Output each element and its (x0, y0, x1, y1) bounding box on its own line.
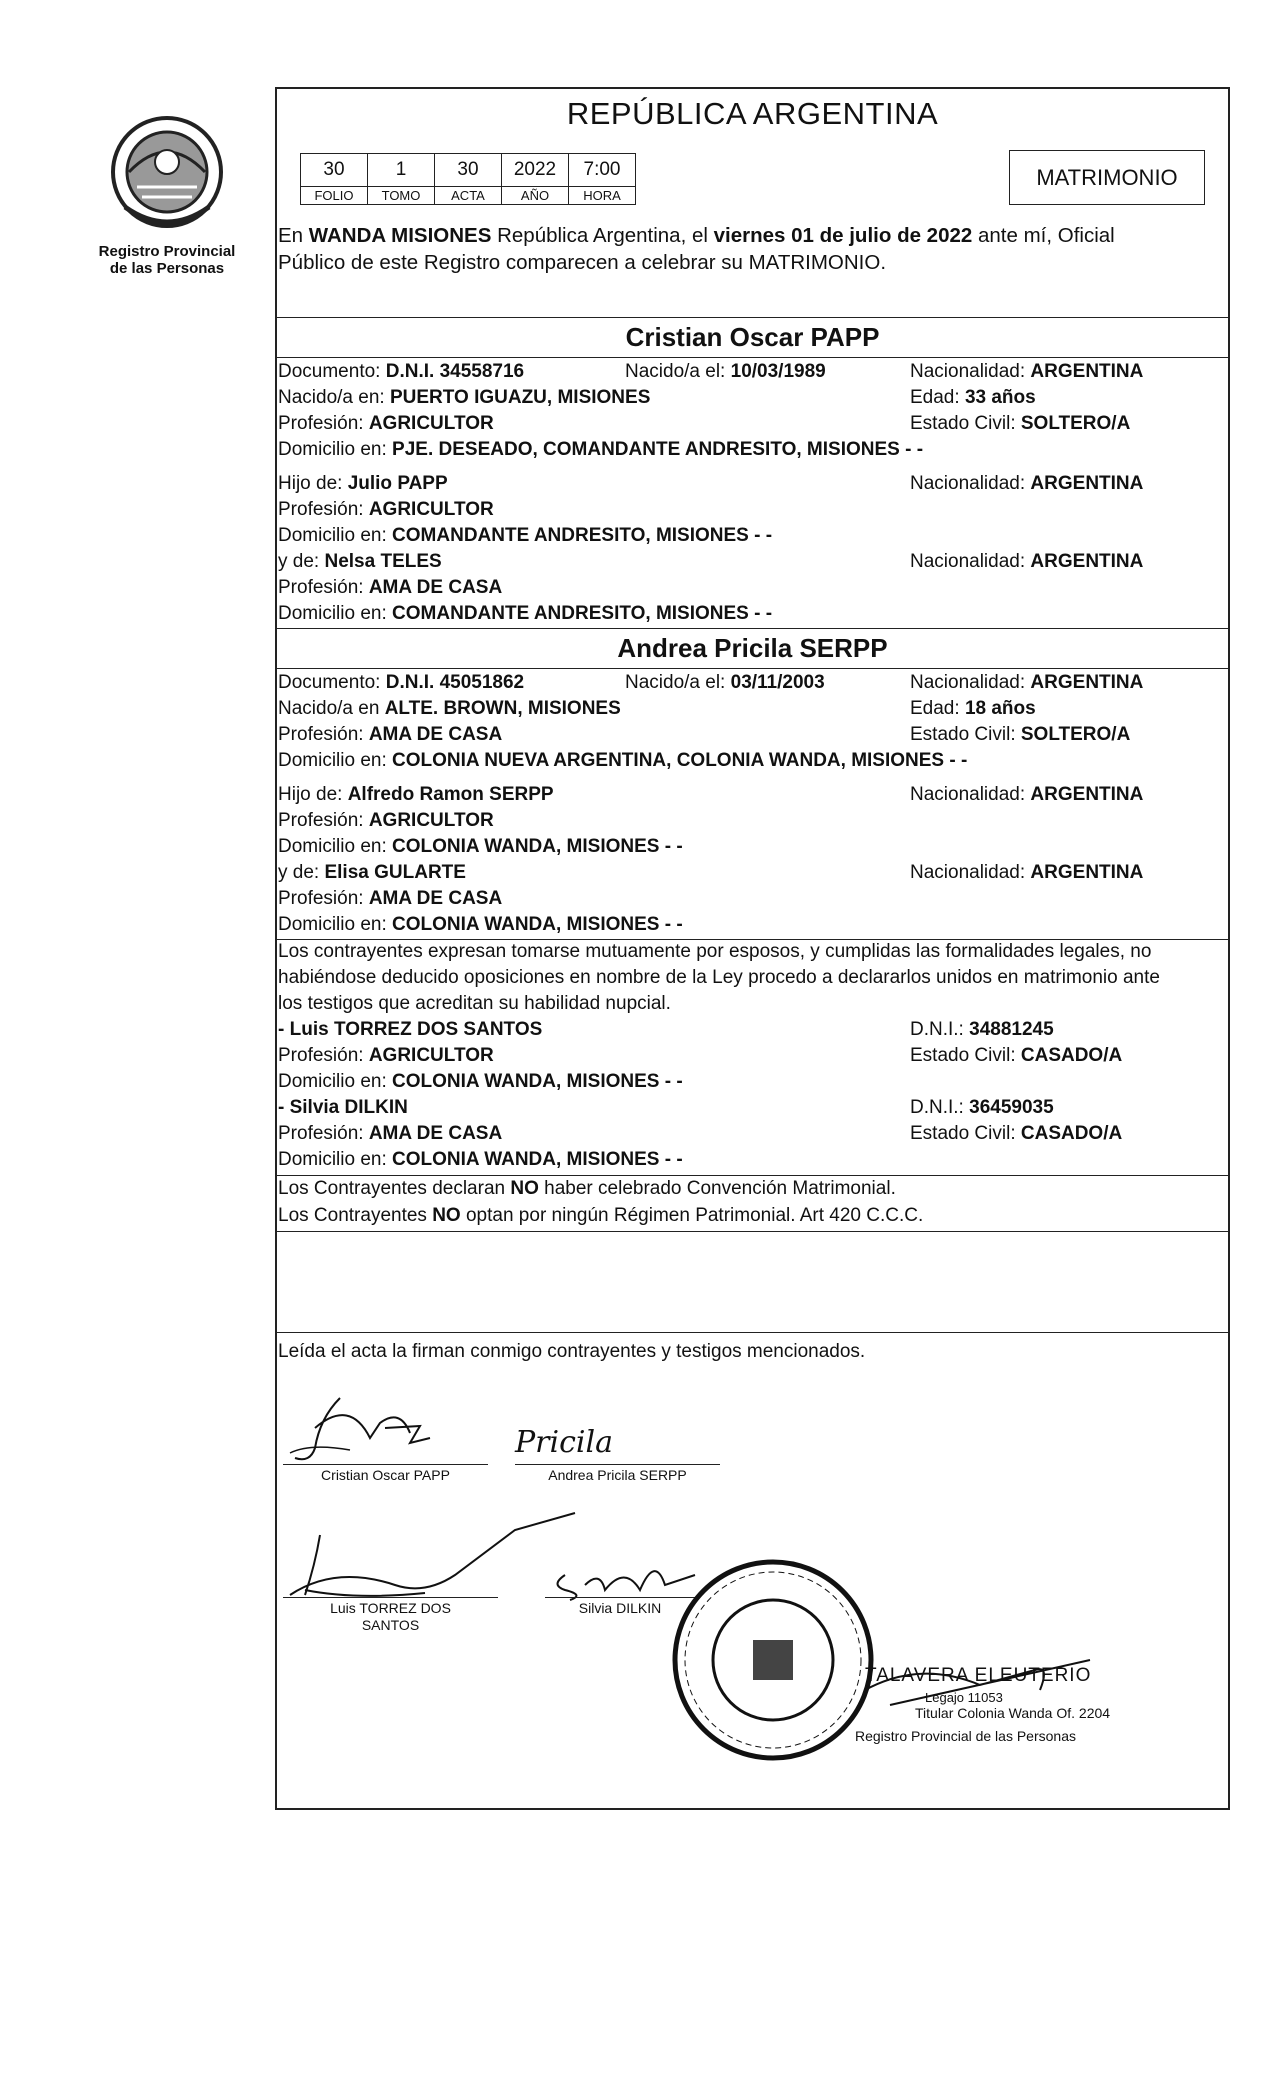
divider (275, 939, 1230, 940)
document-title: REPÚBLICA ARGENTINA (566, 96, 939, 131)
label: D.N.I.: (910, 1019, 970, 1040)
spouse2-born (625, 672, 825, 694)
logo-caption-line1: Registro Provincial (98, 243, 236, 260)
spouse1-nat (910, 361, 1143, 383)
intro-place: WANDA MISIONES (308, 224, 492, 247)
closing-text: Leída el acta la firman conmigo contrayentes y testigos mencionados. (278, 1341, 866, 1362)
spouse1-civil-value: SOLTERO/A (1020, 413, 1131, 434)
label: Domicilio en: (278, 603, 393, 624)
spouse2-age (910, 698, 1036, 720)
text: optan por ningún Régimen Patrimonial. Art 420 C.C.C. (460, 1205, 924, 1226)
folio-value: 30 (301, 154, 368, 187)
spouse1-father-nat (910, 473, 1143, 495)
label: Domicilio en: (278, 525, 393, 546)
witness2-civil (910, 1123, 1122, 1145)
acta-value: 30 (435, 154, 502, 187)
spouse1-dni: D.N.I. 34558716 (385, 361, 525, 382)
spouse2-father-home-value: COLONIA WANDA, MISIONES - - (392, 836, 683, 857)
spouse2-mother-home-value: COLONIA WANDA, MISIONES - - (392, 914, 683, 935)
spouse1-civil (910, 413, 1130, 435)
spouse1-job-value: AGRICULTOR (368, 413, 494, 434)
label: y de: (278, 862, 325, 883)
divider (275, 317, 1230, 318)
intro-line2: Público de este Registro comparecen a celebrar su MATRIMONIO. (278, 251, 887, 274)
spouse2-birthplace (278, 698, 621, 720)
sig3-label-line1: Luis TORREZ DOS (330, 1600, 451, 1616)
label: Nacionalidad: (910, 672, 1031, 693)
spouse2-father-home (278, 836, 683, 858)
spouse2-civil (910, 724, 1130, 746)
spouse2-job (278, 724, 502, 746)
spouse2-home (278, 750, 967, 772)
spouse1-birthplace-value: PUERTO IGUAZU, MISIONES (389, 387, 651, 408)
spouse1-born (625, 361, 826, 383)
spouse1-name: Cristian Oscar PAPP (625, 322, 880, 352)
witness1-job (278, 1045, 494, 1067)
official-stamp (668, 1555, 878, 1765)
spouse1-father-nationality: ARGENTINA (1030, 473, 1144, 494)
witness1-home-value: COLONIA WANDA, MISIONES - - (392, 1071, 683, 1092)
sig3-line (283, 1597, 498, 1598)
label: Domicilio en: (278, 439, 393, 460)
spouse1-father (278, 473, 448, 495)
spouse1-home-value: PJE. DESEADO, COMANDANTE ANDRESITO, MISIONES - - (392, 439, 924, 460)
spouse1-home (278, 439, 923, 461)
spouse2-father-nat (910, 784, 1143, 806)
signature-cristian (280, 1388, 500, 1468)
spouse2-mother-nat (910, 862, 1143, 884)
spouse2-father-job (278, 810, 494, 832)
acta-label: ACTA (435, 187, 502, 205)
label: Domicilio en: (278, 836, 393, 857)
intro-date: viernes 01 de julio de 2022 (713, 224, 973, 247)
spouse2-home-value: COLONIA NUEVA ARGENTINA, COLONIA WANDA, MISIONES - - (392, 750, 968, 771)
label: Domicilio en: (278, 750, 393, 771)
signature-officer (860, 1650, 1120, 1720)
year-value: 2022 (502, 154, 569, 187)
label: Profesión: (278, 810, 369, 831)
spouse2-civil-value: SOLTERO/A (1020, 724, 1131, 745)
intro-text-1: En (278, 224, 309, 247)
label: Profesión: (278, 1123, 369, 1144)
record-type-box: MATRIMONIO (1009, 150, 1205, 205)
tomo-value: 1 (368, 154, 435, 187)
declaration-line2: habiéndose deducido oposiciones en nombre de la Ley procedo a declararlos unidos en matrimonio ante (278, 967, 1160, 988)
label: Edad: (910, 387, 965, 408)
witness2-civil-value: CASADO/A (1020, 1123, 1123, 1144)
label: Profesión: (278, 413, 369, 434)
label: Nacido/a en: (278, 387, 390, 408)
witness2-dni-value: 36459035 (969, 1097, 1054, 1118)
spouse1-father-home-value: COMANDANTE ANDRESITO, MISIONES - - (392, 525, 773, 546)
label: Nacionalidad: (910, 473, 1031, 494)
label: Edad: (910, 698, 965, 719)
witness1-civil-value: CASADO/A (1020, 1045, 1123, 1066)
hour-value: 7:00 (569, 154, 636, 187)
label: Domicilio en: (278, 1149, 393, 1170)
witness1-home (278, 1071, 683, 1093)
spouse1-mother-home-value: COMANDANTE ANDRESITO, MISIONES - - (392, 603, 773, 624)
officer-name: TALAVERA ELEUTERIO (865, 1665, 1092, 1686)
spouse1-mother (278, 551, 442, 573)
spouse2-birthdate: 03/11/2003 (730, 672, 825, 693)
intro-text-3: ante mí, Oficial (972, 224, 1115, 247)
spouse1-mother-nationality: ARGENTINA (1030, 551, 1144, 572)
sig3-label (283, 1600, 498, 1634)
hour-label: HORA (569, 187, 636, 205)
sig1-label: Cristian Oscar PAPP (321, 1467, 450, 1483)
label: Documento: (278, 361, 386, 382)
spouse2-mother (278, 862, 466, 884)
sig4-label: Silvia DILKIN (578, 1600, 662, 1616)
spouse1-father-job (278, 499, 494, 521)
label: Nacido/a el: (625, 361, 731, 382)
record-meta-table (300, 153, 636, 205)
divider (275, 357, 1230, 358)
spouse2-age-value: 18 años (964, 698, 1036, 719)
sig2-line (515, 1464, 720, 1465)
label: Nacionalidad: (910, 361, 1031, 382)
text: Los Contrayentes (278, 1205, 433, 1226)
label: y de: (278, 551, 325, 572)
officer-title: Titular Colonia Wanda Of. 2204 (915, 1705, 1111, 1721)
spouse1-nationality: ARGENTINA (1030, 361, 1144, 382)
spouse1-mother-home (278, 603, 772, 625)
spouse2-nationality: ARGENTINA (1030, 672, 1144, 693)
intro-text-2: República Argentina, el (491, 224, 714, 247)
spouse1-job (278, 413, 494, 435)
year-label: AÑO (502, 187, 569, 205)
spouse2-name: Andrea Pricila SERPP (617, 633, 888, 663)
spouse1-mother-job (278, 577, 502, 599)
divider (275, 1332, 1230, 1333)
witness2-job (278, 1123, 502, 1145)
emphasis: NO (432, 1205, 461, 1226)
spouse1-mother-job-value: AMA DE CASA (368, 577, 503, 598)
label: Profesión: (278, 724, 369, 745)
registry-logo (92, 112, 242, 277)
label: Estado Civil: (910, 724, 1021, 745)
label: Hijo de: (278, 784, 348, 805)
logo-caption-line2: de las Personas (109, 260, 225, 277)
spouse2-doc (278, 672, 524, 694)
witness2-name: - Silvia DILKIN (278, 1097, 408, 1118)
label: Nacionalidad: (910, 784, 1031, 805)
regime-line2 (278, 1205, 923, 1227)
spouse2-mother-job-value: AMA DE CASA (368, 888, 503, 909)
declaration-line1: Los contrayentes expresan tomarse mutuamente por esposos, y cumplidas las formalidades legales, no (278, 941, 1152, 962)
spouse2-mother-name: Elisa GULARTE (324, 862, 466, 883)
label: Profesión: (278, 499, 369, 520)
spouse2-mother-nationality: ARGENTINA (1030, 862, 1144, 883)
spouse2-mother-home (278, 914, 683, 936)
spouse2-dni: D.N.I. 45051862 (385, 672, 525, 693)
text: haber celebrado Convención Matrimonial. (538, 1178, 896, 1199)
spouse2-mother-job (278, 888, 502, 910)
spouse2-father-nationality: ARGENTINA (1030, 784, 1144, 805)
spouse2-father-name: Alfredo Ramon SERPP (347, 784, 554, 805)
label: Nacido/a en (278, 698, 385, 719)
folio-label: FOLIO (301, 187, 368, 205)
spouse1-father-home (278, 525, 772, 547)
witness2-job-value: AMA DE CASA (368, 1123, 503, 1144)
divider (275, 1175, 1230, 1176)
label: Nacido/a el: (625, 672, 731, 693)
spouse2-father-job-value: AGRICULTOR (368, 810, 494, 831)
divider (275, 628, 1230, 629)
label: Estado Civil: (910, 1045, 1021, 1066)
spouse1-doc (278, 361, 524, 383)
witness2-home (278, 1149, 683, 1171)
label: Nacionalidad: (910, 551, 1031, 572)
label: Estado Civil: (910, 413, 1021, 434)
label: Profesión: (278, 577, 369, 598)
sig1-line (283, 1464, 488, 1465)
witness1-dni (910, 1019, 1054, 1041)
label: D.N.I.: (910, 1097, 970, 1118)
declaration-line3: los testigos que acreditan su habilidad nupcial. (278, 993, 671, 1014)
sig2-label: Andrea Pricila SERPP (548, 1467, 687, 1483)
witness1-civil (910, 1045, 1122, 1067)
divider (275, 668, 1230, 669)
intro-paragraph (278, 222, 1228, 276)
spouse1-age (910, 387, 1036, 409)
signature-andrea: Pricila (515, 1425, 613, 1460)
witness2-dni (910, 1097, 1054, 1119)
spouse1-birthdate: 10/03/1989 (730, 361, 826, 382)
spouse1-father-job-value: AGRICULTOR (368, 499, 494, 520)
label: Documento: (278, 672, 386, 693)
witness1-dni-value: 34881245 (969, 1019, 1054, 1040)
label: Profesión: (278, 888, 369, 909)
officer-legajo: Legajo 11053 (925, 1690, 1003, 1705)
witness1-job-value: AGRICULTOR (368, 1045, 494, 1066)
spouse2-birthplace-value: ALTE. BROWN, MISIONES (384, 698, 621, 719)
emphasis: NO (510, 1178, 539, 1199)
witness2-home-value: COLONIA WANDA, MISIONES - - (392, 1149, 683, 1170)
label: Profesión: (278, 1045, 369, 1066)
misiones-seal-icon (107, 112, 227, 232)
spouse1-age-value: 33 años (964, 387, 1036, 408)
text: Los Contrayentes declaran (278, 1178, 511, 1199)
label: Estado Civil: (910, 1123, 1021, 1144)
divider (275, 1231, 1230, 1232)
regime-line1 (278, 1178, 896, 1200)
sig3-label-line2: SANTOS (361, 1617, 420, 1633)
label: Domicilio en: (278, 1071, 393, 1092)
tomo-label: TOMO (368, 187, 435, 205)
label: Nacionalidad: (910, 862, 1031, 883)
witness1-name: - Luis TORREZ DOS SANTOS (278, 1019, 543, 1040)
spouse2-nat (910, 672, 1143, 694)
spouse2-father (278, 784, 554, 806)
spouse1-birthplace (278, 387, 650, 409)
officer-registry: Registro Provincial de las Personas (855, 1728, 1076, 1744)
spouse1-mother-name: Nelsa TELES (324, 551, 442, 572)
spouse1-father-name: Julio PAPP (347, 473, 448, 494)
spouse1-mother-nat (910, 551, 1143, 573)
spouse2-job-value: AMA DE CASA (368, 724, 503, 745)
label: Hijo de: (278, 473, 348, 494)
label: Domicilio en: (278, 914, 393, 935)
